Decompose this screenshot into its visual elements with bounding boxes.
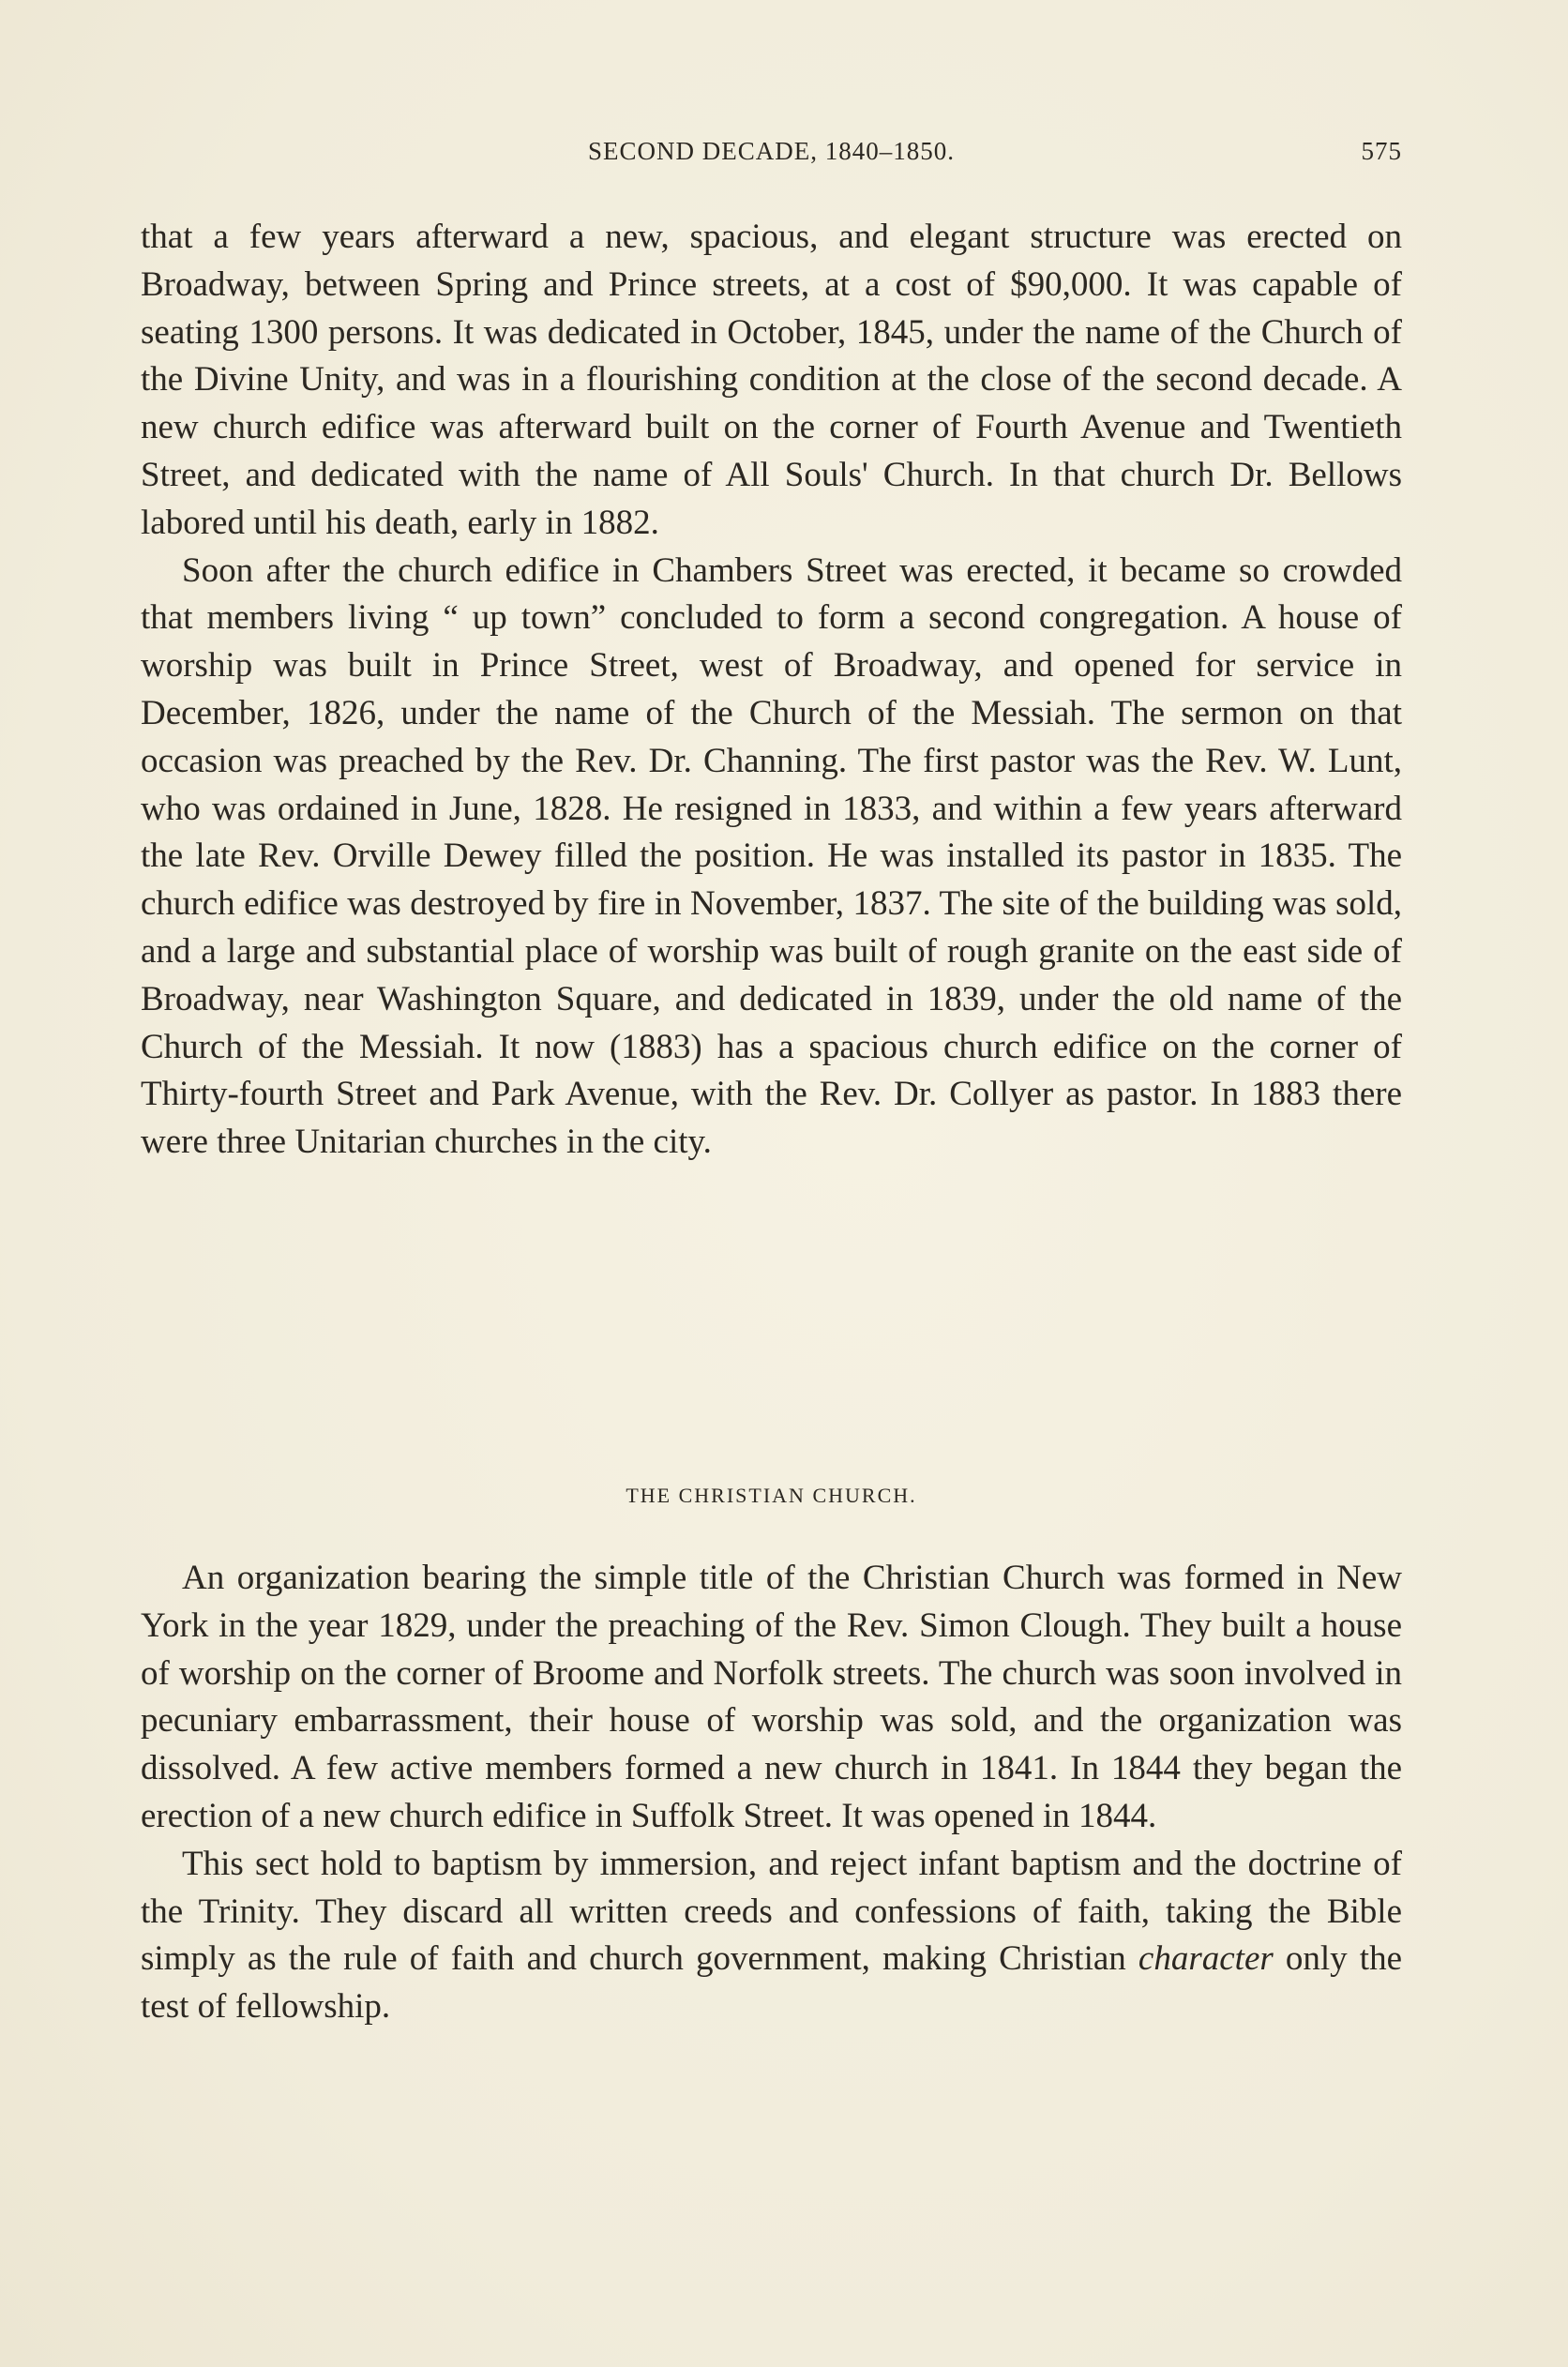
paragraph-text: only the test of fellowship.	[141, 1939, 1402, 2027]
paragraph	[141, 1841, 1402, 2031]
page-number: 575	[1361, 137, 1402, 165]
paragraph: Soon after the church edifice in Chambers Street was erected, it became so crowded that members living “ up town” concluded to form a second congregation. A house of worship was built in Prince Street, west of Broadway, and opened for service in December, 1826, under the name of the Church of the Messiah. The sermon on that occasion was preached by the Rev. Dr. Channing. The first pastor was the Rev. W. Lunt, who was ordained in June, 1828. He resigned in 1833, and within a few years afterward the late Rev. Orville Dewey filled the position. He was installed its pastor in 1835. The church edifice was destroyed by fire in November, 1837. The site of the building was sold, and a large and substantial place of worship was built of rough granite on the east side of Broadway, near Washington Square, and dedicated in 1839, under the old name of the Church of the Messiah. It now (1883) has a spacious church edifice on the corner of Thirty-fourth Street and Park Avenue, with the Rev. Dr. Collyer as pastor. In 1883 there were three Unitarian churches in the city.	[141, 550, 1402, 1162]
running-title: SECOND DECADE, 1840–1850.	[587, 137, 955, 165]
paragraph-text: This sect hold to baptism by immersion, and reject infant baptism and the doctrine of the Trinity. They discard all written creeds and confessions of faith, taking the Bible simply as the rule of faith and church government, making Christian	[141, 1844, 1402, 1979]
paragraph: An organization bearing the simple title of the Christian Church was formed in New York in the year 1829, under the preaching of the Rev. Simon Clough. They built a house of worship on the corner of Broome and Norfolk streets. The church was soon involved in pecuniary embarrassment, their house of worship was sold, and the organization was dissolved. A few active members formed a new church in 1841. In 1844 they began the erection of a new church edifice in Suffolk Street. It was opened in 1844.	[141, 1559, 1402, 1835]
christian-church-section-text	[141, 1555, 1402, 2031]
unitarian-section-text	[141, 214, 1402, 1167]
section-heading: THE CHRISTIAN CHURCH.	[626, 1484, 917, 1507]
running-head	[141, 137, 1402, 174]
paragraph: that a few years afterward a new, spacious, and elegant structure was erected on Broadway, between Spring and Prince streets, at a cost of $90,000. It was capable of seating 1300 persons. It was dedicated in October, 1845, under the name of the Church of the Divine Unity, and was in a flourishing condition at the close of the second decade. A new church edifice was afterward built on the corner of Fourth Avenue and Twentieth Street, and dedicated with the name of All Souls' Church. In that church Dr. Bellows labored until his death, early in 1882.	[141, 218, 1402, 542]
emphasized-word: character	[1138, 1939, 1274, 1979]
